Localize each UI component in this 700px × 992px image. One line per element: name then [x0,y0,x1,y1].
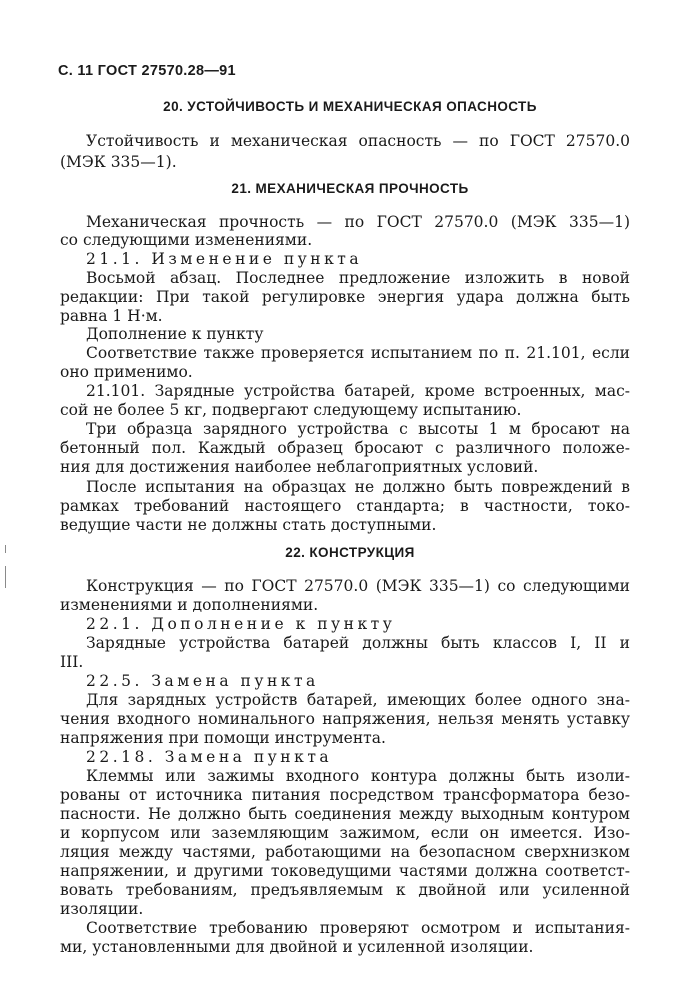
s22-18-line-4: и корпусом или заземляющим зажимом, если он имеется. Изо- [60,824,630,842]
s22-5-heading: 22.5. Замена пункта [86,672,319,690]
scan-mark [5,545,6,553]
scan-mark [5,566,6,588]
s22-18-line-1: Клеммы или зажимы входного контура должны быть изоли- [86,767,630,785]
s22-18-line-5: ляция между частями, работающими на безопасном сверхнизком [60,843,630,861]
s22-18-line-6: напряжении, и другими токоведущими частями должна соответст- [60,862,630,880]
s21-after-line-1: После испытания на образцах не должно быть повреждений в [86,478,630,496]
s21-drop-line-3: ния для достижения наиболее неблагоприятных условий. [60,458,539,476]
s22-5-line-2: чения входного номинального напряжения, нельзя менять уставку [60,710,630,728]
s21-drop-line-2: бетонный пол. Каждый образец бросают с различного положе- [60,439,630,457]
s20-line-1: Устойчивость и механическая опасность — по ГОСТ 27570.0 [86,132,630,150]
section-20-heading: 20. УСТОЙЧИВОСТЬ И МЕХАНИЧЕСКАЯ ОПАСНОСТЬ [163,99,537,114]
s21-intro-line-1: Механическая прочность — по ГОСТ 27570.0 (МЭК 335—1) [86,213,630,231]
section-22-heading: 22. КОНСТРУКЦИЯ [285,545,415,560]
s22-final-line-1: Соответствие требованию проверяют осмотром и испытания- [86,919,630,937]
s22-18-line-2: рованы от источника питания посредством трансформатора безо- [60,786,630,804]
s22-intro-line-1: Конструкция — по ГОСТ 27570.0 (МЭК 335—1) со следующими [86,577,630,595]
s21-1-line-2: редакции: При такой регулировке энергия удара должна быть [60,288,630,306]
s21-after-line-2: рамках требований настоящего стандарта; в частности, токо- [60,497,630,515]
s22-5-line-3: напряжения при помощи инструмента. [60,729,386,747]
s21-drop-line-1: Три образца зарядного устройства с высоты 1 м бросают на [86,420,630,438]
s22-1-heading: 22.1. Дополнение к пункту [86,615,396,633]
s22-18-line-3: пасности. Не должно быть соединения между выходным контуром [60,805,630,823]
s21-101-line-2: сой не более 5 кг, подвергают следующему испытанию. [60,401,522,419]
s21-addition-heading: Дополнение к пункту [86,325,264,343]
s22-18-line-8: изоляции. [60,900,144,918]
s21-after-line-3: ведущие части не должны стать доступными. [60,516,437,534]
s22-18-heading: 22.18. Замена пункта [86,748,333,766]
s22-intro-line-2: изменениями и дополнениями. [60,596,319,614]
s21-addition-line-1: Соответствие также проверяется испытанием по п. 21.101, если [86,344,630,362]
s22-5-line-1: Для зарядных устройств батарей, имеющих более одного зна- [86,691,630,709]
s22-final-line-2: ми, установленными для двойной и усиленной изоляции. [60,938,534,956]
s20-line-2: (МЭК 335—1). [60,153,177,171]
s22-1-line-1: Зарядные устройства батарей должны быть классов I, II и [86,634,630,652]
s21-intro-line-2: со следующими изменениями. [60,231,313,249]
s21-101-line-1: 21.101. Зарядные устройства батарей, кроме встроенных, мас- [86,382,630,400]
page-header: С. 11 ГОСТ 27570.28—91 [58,63,236,79]
s21-addition-line-2: оно применимо. [60,363,193,381]
s22-1-line-2: III. [60,653,84,671]
s21-1-line-3: равна 1 Н·м. [60,307,163,325]
s21-1-heading: 21.1. Изменение пункта [86,250,363,268]
s21-1-line-1: Восьмой абзац. Последнее предложение изложить в новой [86,269,630,287]
s22-18-line-7: вовать требованиям, предъявляемым к двойной или усиленной [60,881,630,899]
section-21-heading: 21. МЕХАНИЧЕСКАЯ ПРОЧНОСТЬ [231,181,469,196]
